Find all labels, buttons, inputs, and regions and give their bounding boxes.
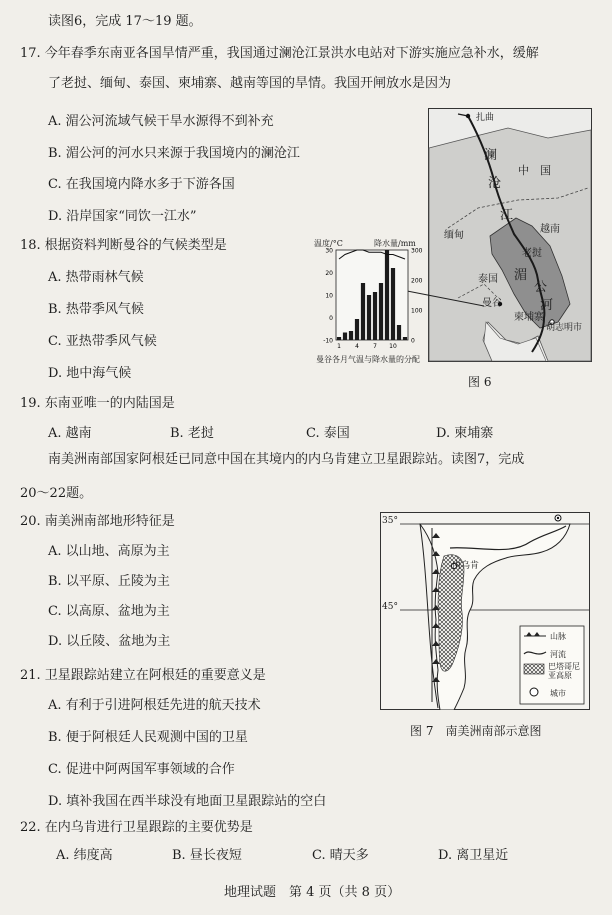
fig6-label-hcmc: 胡志明市	[546, 323, 583, 333]
fig6-label-thailand: 泰国	[478, 274, 498, 285]
precip-bar	[361, 283, 365, 340]
q17-option-c[interactable]: C. 在我国境内降水多于下游各国	[48, 177, 235, 192]
q22-option-c[interactable]: C. 晴天多	[312, 848, 369, 863]
fig6-label-bangkok: 曼谷	[482, 298, 502, 309]
climate-chart-svg	[312, 238, 430, 366]
fig6-map	[428, 108, 592, 362]
fig6-label-cang: 沧	[488, 176, 502, 191]
month-tick-label: 4	[355, 343, 359, 350]
precip-bar	[391, 268, 395, 340]
temp-tick-label: 30	[325, 247, 333, 255]
q17-option-a[interactable]: A. 湄公河流域气候干旱水源得不到补充	[48, 114, 274, 129]
q20-option-d[interactable]: D. 以丘陵、盆地为主	[48, 634, 171, 649]
fig7-lat45-label: 45°	[382, 602, 398, 612]
precip-bar	[343, 333, 347, 341]
q17-stem-line1: 17. 今年春季东南亚各国旱情严重，我国通过澜沧江景洪水电站对下游实施应急补水，缓解	[20, 46, 539, 61]
q20-option-a[interactable]: A. 以山地、高原为主	[48, 544, 170, 559]
q20-option-b[interactable]: B. 以平原、丘陵为主	[48, 574, 170, 589]
precip-tick-label: 300	[411, 247, 423, 255]
precip-bar	[367, 295, 371, 340]
fig6-label-zhaqu: 扎曲	[476, 113, 495, 123]
fig7-map-svg	[380, 512, 590, 710]
q18-option-b[interactable]: B. 热带季风气候	[48, 302, 144, 317]
month-tick-label: 1	[337, 343, 341, 350]
q19-option-b[interactable]: B. 老挝	[170, 426, 214, 441]
temp-tick-label: 10	[325, 292, 333, 300]
intro-fig7-line2: 20～22题。	[20, 486, 93, 501]
q21-stem: 21. 卫星跟踪站建立在阿根廷的重要意义是	[20, 668, 266, 683]
q21-option-d[interactable]: D. 填补我国在西半球没有地面卫星跟踪站的空白	[48, 794, 327, 809]
fig7-legend-city-label: 城市	[550, 689, 566, 698]
fig6-label-gong: 公	[534, 280, 548, 295]
fig7-neuquen-label: 内乌肯	[452, 561, 480, 571]
q18-option-c[interactable]: C. 亚热带季风气候	[48, 334, 157, 349]
q21-option-a[interactable]: A. 有利于引进阿根廷先进的航天技术	[48, 698, 261, 713]
precip-bar	[403, 337, 407, 340]
precip-bar	[397, 325, 401, 340]
q19-stem: 19. 东南亚唯一的内陆国是	[20, 396, 175, 411]
q17-stem-line2: 了老挝、缅甸、泰国、柬埔寨、越南等国的旱情。我国开闸放水是因为	[48, 76, 452, 91]
page-footer: 地理试题 第 4 页（共 8 页）	[224, 885, 401, 900]
month-tick-label: 10	[389, 343, 397, 350]
fig7-legend-river-label: 河流	[550, 650, 566, 659]
temp-tick-label: 0	[329, 315, 333, 322]
fig6-label-china: 中 国	[518, 164, 551, 177]
intro-fig6: 读图6，完成 17～19 题。	[48, 14, 202, 29]
fig7-lat35-label: 35°	[382, 516, 398, 526]
fig7-legend-plateau-label: 巴塔哥尼亚高原	[548, 662, 580, 680]
fig6-label-myanmar: 缅甸	[444, 230, 464, 241]
fig7-caption: 图 7 南美洲南部示意图	[410, 724, 542, 738]
intro-fig7-line1: 南美洲南部国家阿根廷已同意中国在其境内的内乌肯建立卫星跟踪站。读图7，完成	[48, 452, 525, 467]
q19-option-c[interactable]: C. 泰国	[306, 426, 350, 441]
q17-option-d[interactable]: D. 沿岸国家“同饮一江水”	[48, 209, 197, 224]
fig6-label-laos: 老挝	[522, 248, 542, 259]
month-tick-label: 7	[373, 343, 377, 350]
q19-option-d[interactable]: D. 柬埔寨	[436, 426, 494, 441]
fig7-legend-mountain-label: 山脉	[550, 632, 566, 641]
bangkok-climate-chart	[312, 238, 430, 366]
fig6-label-lan: 澜	[484, 148, 498, 163]
fig6-label-jiang: 江	[500, 208, 514, 223]
fig7-legend-city-symbol	[530, 688, 538, 696]
temp-tick-label: -10	[323, 337, 333, 345]
precip-bar	[385, 250, 389, 340]
fig6-label-vietnam: 越南	[540, 224, 560, 235]
q18-option-d[interactable]: D. 地中海气候	[48, 366, 132, 381]
fig6-label-mei: 湄	[514, 268, 528, 283]
q18-option-a[interactable]: A. 热带雨林气候	[48, 270, 144, 285]
precip-bar	[373, 292, 377, 340]
q22-option-d[interactable]: D. 离卫星近	[438, 848, 509, 863]
precip-bar	[379, 283, 383, 340]
q21-option-c[interactable]: C. 促进中阿两国军事领域的合作	[48, 762, 235, 777]
fig6-caption: 图 6	[468, 375, 492, 389]
fig6-zhaqu-dot	[466, 114, 470, 118]
fig6-label-cambodia: 柬埔寨	[514, 312, 544, 323]
climate-chart-title: 曼谷各月气温与降水量的分配	[316, 355, 420, 364]
fig7-map	[380, 512, 590, 710]
precip-tick-label: 100	[411, 307, 423, 315]
q21-option-b[interactable]: B. 便于阿根廷人民观测中国的卫星	[48, 730, 248, 745]
q17-option-b[interactable]: B. 湄公河的河水只来源于我国境内的澜沧江	[48, 146, 300, 161]
q18-stem: 18. 根据资料判断曼谷的气候类型是	[20, 238, 227, 253]
fig7-legend-plateau-symbol	[524, 664, 544, 674]
precip-bar	[349, 331, 353, 340]
fig6-label-he: 河	[540, 298, 554, 313]
q20-option-c[interactable]: C. 以高原、盆地为主	[48, 604, 170, 619]
q20-stem: 20. 南美洲南部地形特征是	[20, 514, 175, 529]
precip-bar	[355, 319, 359, 340]
temp-tick-label: 20	[325, 270, 333, 277]
q22-option-b[interactable]: B. 昼长夜短	[172, 848, 242, 863]
climate-precip-axis-label: 降水量/mm	[374, 239, 416, 248]
q22-stem: 22. 在内乌肯进行卫星跟踪的主要优势是	[20, 820, 253, 835]
q22-option-a[interactable]: A. 纬度高	[56, 848, 113, 863]
q19-option-a[interactable]: A. 越南	[48, 426, 92, 441]
precip-tick-label: 0	[411, 337, 415, 345]
precip-tick-label: 200	[411, 277, 423, 285]
precip-bar	[337, 337, 341, 340]
climate-temp-axis-label: 温度/°C	[314, 239, 343, 248]
